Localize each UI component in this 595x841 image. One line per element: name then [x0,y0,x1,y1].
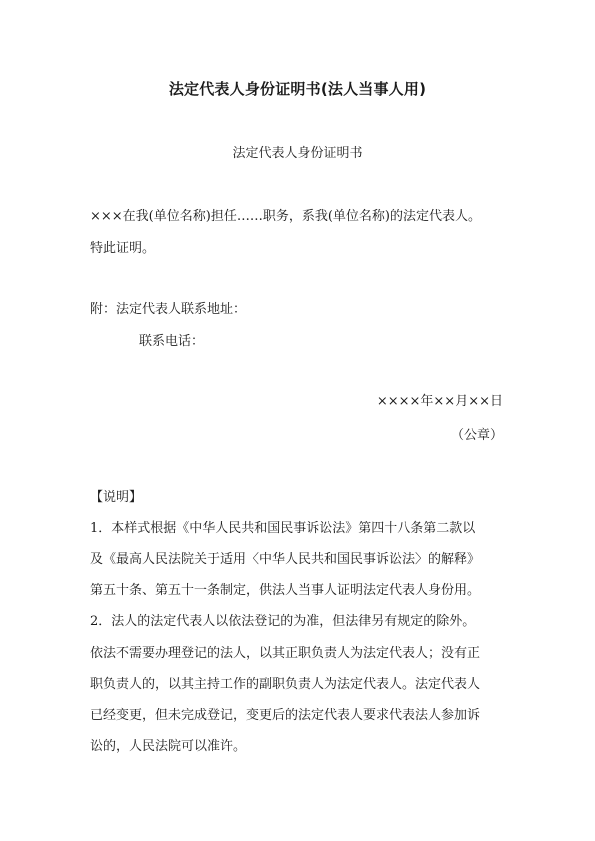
notes-line: 1．本样式根据《中华人民共和国民事诉讼法》第四十八条第二款以 [90,521,476,536]
notes-title: 【说明】 [90,490,143,505]
notes-line: 讼的，人民法院可以准许。 [90,739,247,754]
certificate-heading: 法定代表人身份证明书 [232,146,363,161]
date-placeholder: ××××年××月××日 [376,394,503,409]
notes-line: 第五十条、第五十一条制定，供法人当事人证明法定代表人身份用。 [90,583,481,598]
document-title: 法定代表人身份证明书(法人当事人用) [168,80,427,98]
notes-line: 2．法人的法定代表人以依法登记的为准，但法律另有规定的除外。 [90,614,476,629]
notes-line: 已经变更，但未完成登记，变更后的法定代表人要求代表法人参加诉 [90,708,481,723]
contact-phone-label: 联系电话： [139,334,205,349]
attachment-address-label: 附：法定代表人联系地址： [90,302,247,317]
seal-note: （公章） [450,428,503,443]
notes-line: 依法不需要办理登记的法人，以其正职负责人为法定代表人；没有正 [90,646,481,661]
certificate-closing-text: 特此证明。 [90,241,156,256]
notes-line: 职负责人的，以其主持工作的副职负责人为法定代表人。法定代表人 [90,677,481,692]
notes-line: 及《最高人民法院关于适用〈中华人民共和国民事诉讼法〉的解释》 [90,552,481,567]
certificate-body-text: ×××在我(单位名称)担任……职务，系我(单位名称)的法定代表人。 [90,209,481,224]
